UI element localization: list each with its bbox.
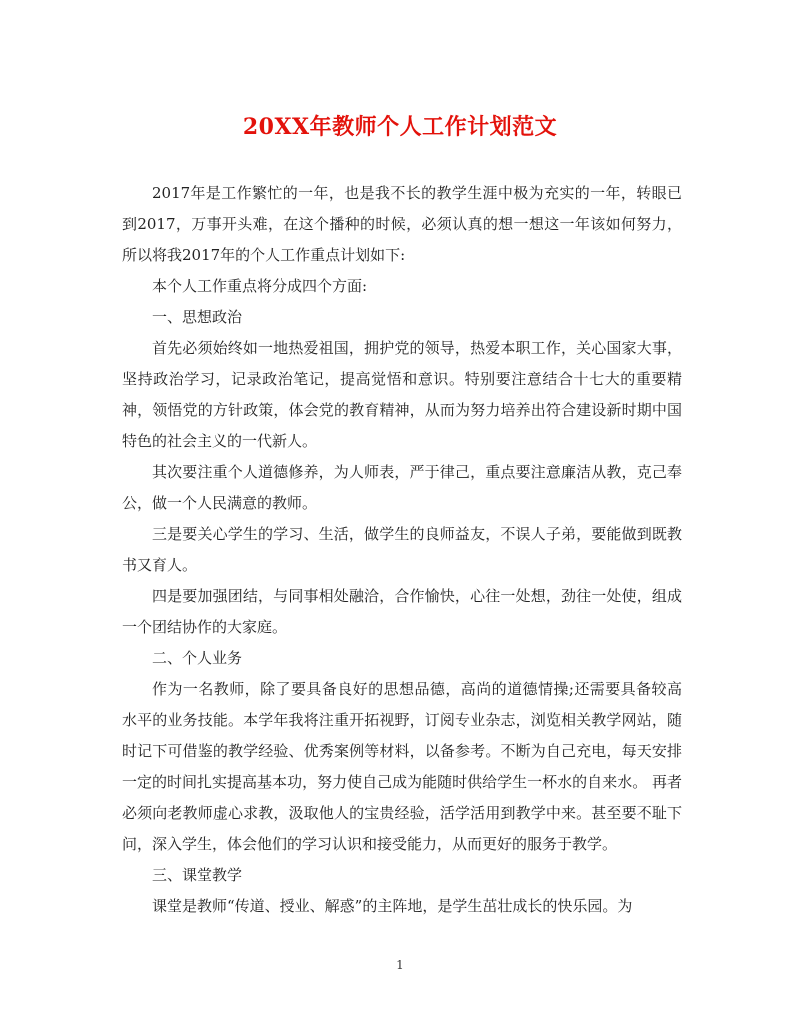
page-number: 1: [396, 958, 404, 972]
paragraph: 其次要注重个人道德修养，为人师表，严于律己，重点要注意廉洁从教，克己奉公，做一个人民满意的教师。: [122, 463, 682, 512]
document-title: 20XX年教师个人工作计划范文: [242, 114, 558, 140]
paragraph: 课堂是教师“传道、授业、解惑”的主阵地，是学生茁壮成长的快乐园。为: [152, 897, 633, 915]
paragraph: 四是要加强团结，与同事相处融洽，合作愉快，心往一处想，劲往一处使，组成一个团结协作的大家庭。: [122, 587, 682, 636]
paragraph: 三是要关心学生的学习、生活，做学生的良师益友，不误人子弟，要能做到既教书又育人。: [122, 525, 682, 574]
paragraph: 首先必须始终如一地热爱祖国，拥护党的领导，热爱本职工作，关心国家大事，坚持政治学习，记录政治笔记，提高觉悟和意识。特别要注意结合十七大的重要精神，领悟党的方针政策，体会党的教育精神，从而为努力培养出符合建设新时期中国特色的社会主义的一代新人。: [122, 339, 682, 450]
paragraph: 作为一名教师，除了要具备良好的思想品德，高尚的道德情操;还需要具备较高水平的业务技能。本学年我将注重开拓视野，订阅专业杂志，浏览相关教学网站，随时记下可借鉴的教学经验、优秀案例等材料，以备参考。不断为自己充电，每天安排一定的时间扎实提高基本功，努力使自己成为能随时供给学生一杯水的自来水。 再者必须向老教师虚心求教，汲取他人的宝贵经验，活学活用到教学中来。甚至要不耻下问，深入学生，体会他们的学习认识和接受能力，从而更好的服务于教学。: [122, 680, 682, 853]
section-heading: 三、课堂教学: [152, 866, 243, 884]
paragraph: 2017年是工作繁忙的一年，也是我不长的教学生涯中极为充实的一年，转眼已到2017，万事开头难，在这个播种的时候，必须认真的想一想这一年该如何努力，所以将我2017年的个人工作重点计划如下:: [122, 184, 682, 264]
document-body: [122, 178, 682, 922]
section-heading: 一、思想政治: [152, 308, 243, 326]
paragraph: 本个人工作重点将分成四个方面:: [152, 277, 368, 295]
section-heading: 二、个人业务: [152, 649, 243, 667]
